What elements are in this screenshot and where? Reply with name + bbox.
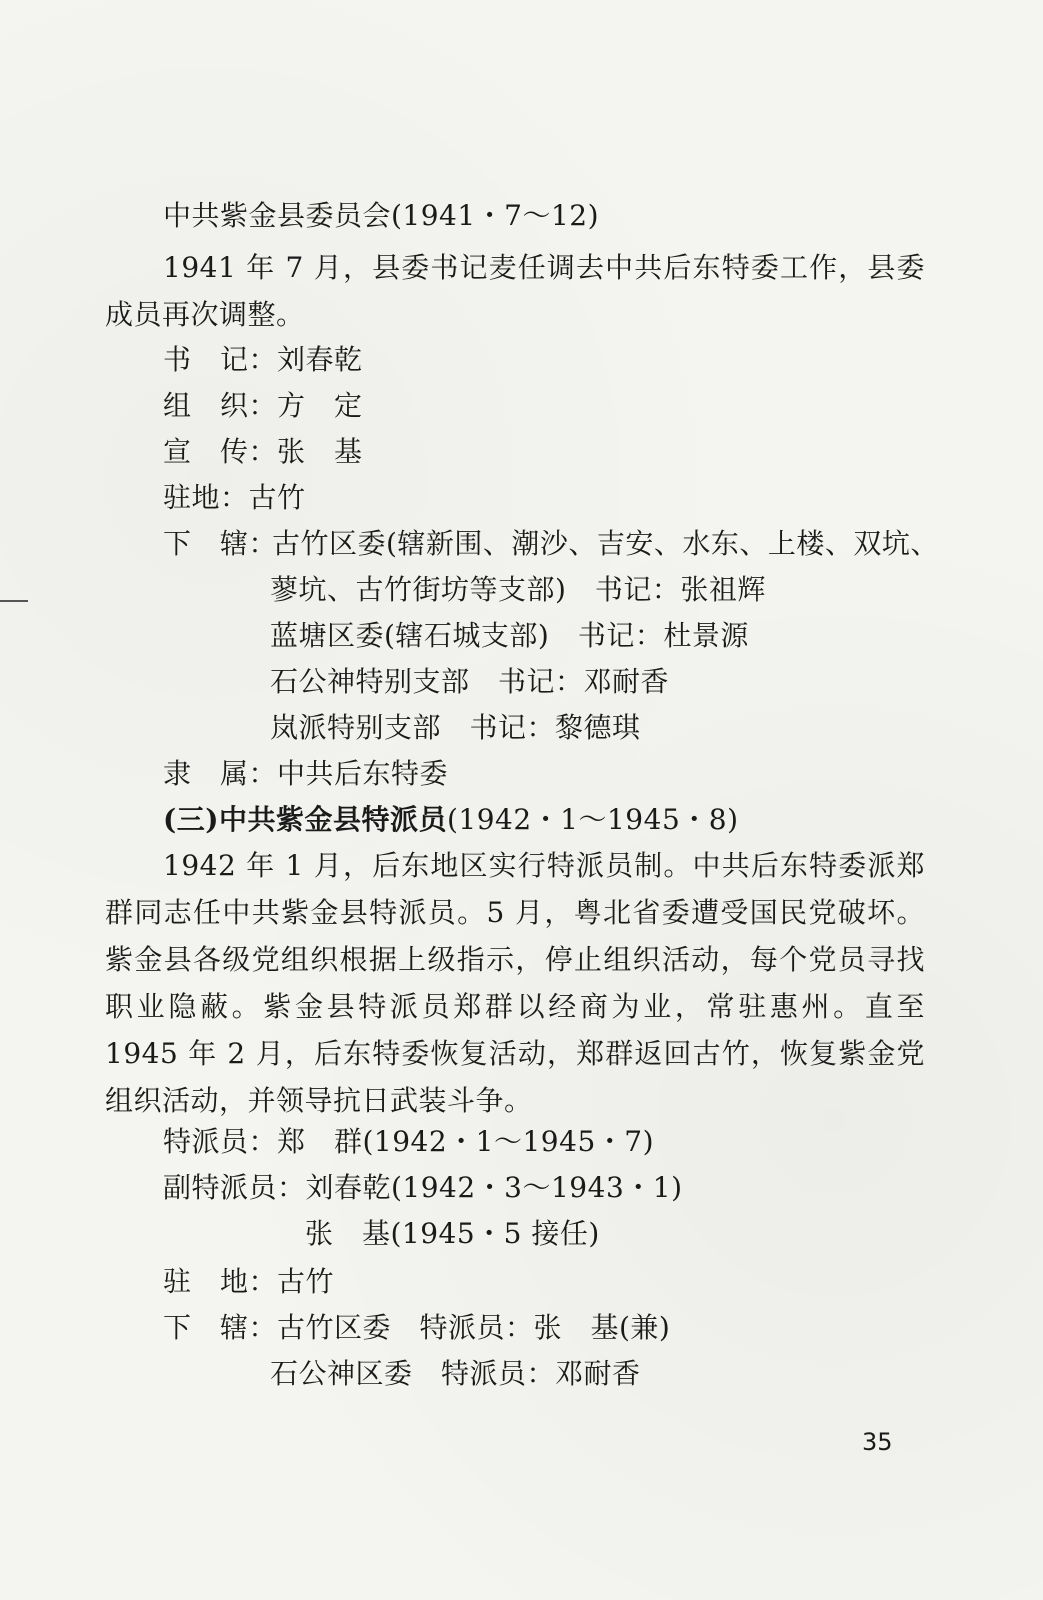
jurisdiction-label: 下 辖： [163, 527, 278, 560]
jurisdiction-item: 岚派特别支部 书记：黎德琪 [270, 711, 641, 744]
jurisdiction-item: 蓝塘区委(辖石城支部) 书记：杜景源 [270, 619, 749, 652]
binding-mark [0, 600, 28, 602]
page-number: 35 [862, 1428, 893, 1456]
section2-heading-dates: (1942・1～1945・8) [447, 803, 739, 836]
organization-line: 组 织：方 定 [163, 389, 363, 422]
section2-heading [163, 802, 739, 838]
section1-heading: 中共紫金县委员会(1941・7～12) [163, 199, 600, 232]
jurisdiction-item: 古竹区委(辖新围、潮沙、吉安、水东、上楼、双坑、 [272, 527, 939, 560]
section2-jurisdiction-line: 下 辖：古竹区委 特派员：张 基(兼) [163, 1311, 671, 1344]
location-line: 驻地：古竹 [163, 481, 306, 514]
special-envoy-line: 特派员：郑 群(1942・1～1945・7) [163, 1125, 654, 1158]
section2-paragraph: 1942 年 1 月，后东地区实行特派员制。中共后东特委派郑群同志任中共紫金县特派员。5 月，粤北省委遭受国民党破坏。紫金县各级党组织根据上级指示，停止组织活动，每个党员寻找职业隐蔽。紫金县特派员郑群以经商为业，常驻惠州。直至 1945 年 2 月，后东特委恢复活动，郑群返回古竹，恢复紫金党组织活动，并领导抗日武装斗争。 [105, 849, 925, 1117]
section2-location-line: 驻 地：古竹 [163, 1265, 335, 1298]
jurisdiction-item: 石公神特别支部 书记：邓耐香 [270, 665, 670, 698]
deputy-envoy-line-2: 张 基(1945・5 接任) [305, 1217, 600, 1250]
section2-jurisdiction-line-2: 石公神区委 特派员：邓耐香 [270, 1357, 641, 1390]
secretary-line: 书 记：刘春乾 [163, 343, 363, 376]
deputy-envoy-line: 副特派员：刘春乾(1942・3～1943・1) [163, 1171, 683, 1204]
jurisdiction-item: 蓼坑、古竹街坊等支部) 书记：张祖辉 [270, 573, 766, 606]
propaganda-line: 宣 传：张 基 [163, 435, 363, 468]
section1-paragraph: 1941 年 7 月，县委书记麦任调去中共后东特委工作，县委成员再次调整。 [105, 251, 925, 331]
section2-heading-title: (三)中共紫金县特派员 [163, 803, 447, 836]
affiliation-line: 隶 属：中共后东特委 [163, 757, 449, 790]
